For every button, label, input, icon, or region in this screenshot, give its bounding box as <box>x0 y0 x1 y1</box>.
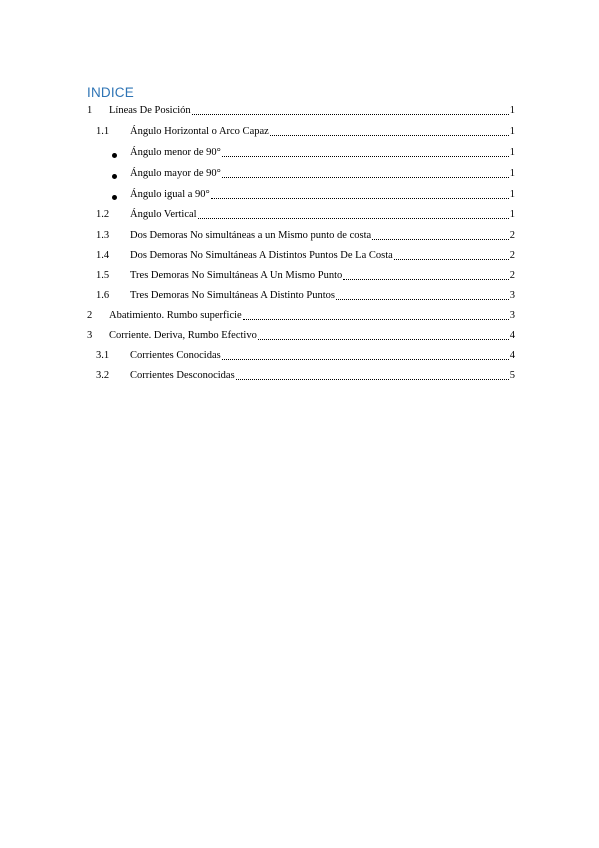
toc-entry-text: Corrientes Conocidas <box>130 350 221 361</box>
toc-entry-page: 2 <box>509 270 515 281</box>
toc-entry-number: 1 <box>87 105 93 116</box>
toc-leader-dots <box>372 239 509 240</box>
toc-entry-number: 1.1 <box>96 126 110 137</box>
toc-entry-text: Líneas De Posición <box>109 105 191 116</box>
bullet-icon <box>112 153 117 158</box>
toc-entry-page: 4 <box>509 330 515 341</box>
toc-entry-page: 1 <box>509 126 515 137</box>
toc-leader-dots <box>222 177 509 178</box>
toc-entry-number: 2 <box>87 310 93 321</box>
toc-entry-1-3[interactable] <box>96 228 515 244</box>
toc-leader-dots <box>394 259 509 260</box>
toc-entry-page: 4 <box>509 350 515 361</box>
toc-entry-page: 1 <box>509 209 515 220</box>
toc-entry-3[interactable] <box>87 328 515 344</box>
toc-entry-number: 1.5 <box>96 270 110 281</box>
toc-entry-2[interactable] <box>87 308 515 324</box>
toc-leader-dots <box>198 218 509 219</box>
toc-entry-number: 1.2 <box>96 209 110 220</box>
toc-entry-number: 3.1 <box>96 350 110 361</box>
toc-entry-number: 3.2 <box>96 370 110 381</box>
toc-entry-number: 1.4 <box>96 250 110 261</box>
toc-leader-dots <box>192 114 509 115</box>
toc-entry-page: 1 <box>509 105 515 116</box>
toc-leader-dots <box>270 135 509 136</box>
toc-entry-text: Ángulo menor de 90° <box>130 147 221 158</box>
toc-entry-page: 3 <box>509 290 515 301</box>
toc-leader-dots <box>222 359 509 360</box>
toc-entry-1-6[interactable] <box>96 288 515 304</box>
toc-entry-1[interactable] <box>87 103 515 119</box>
toc-entry-text: Corriente. Deriva, Rumbo Efectivo <box>109 330 257 341</box>
toc-leader-dots <box>343 279 509 280</box>
toc-entry-1-4[interactable] <box>96 248 515 264</box>
toc-entry-bullet-igual[interactable] <box>112 187 515 203</box>
toc-entry-number: 1.3 <box>96 230 110 241</box>
toc-entry-page: 1 <box>509 147 515 158</box>
toc-entry-number: 1.6 <box>96 290 110 301</box>
toc-leader-dots <box>336 299 509 300</box>
toc-entry-text: Dos Demoras No simultáneas a un Mismo punto de costa <box>130 230 372 241</box>
toc-entry-page: 5 <box>509 370 515 381</box>
toc-entry-bullet-mayor[interactable] <box>112 166 515 182</box>
toc-entry-3-1[interactable] <box>96 348 515 364</box>
toc-entry-1-2[interactable] <box>96 207 515 223</box>
bullet-icon <box>112 174 117 179</box>
toc-entry-text: Ángulo igual a 90° <box>130 189 210 200</box>
toc-entry-text: Ángulo mayor de 90° <box>130 168 221 179</box>
toc-leader-dots <box>236 379 509 380</box>
toc-entry-text: Tres Demoras No Simultáneas A Distinto Puntos <box>130 290 335 301</box>
toc-entry-page: 1 <box>509 189 515 200</box>
toc-entry-bullet-menor[interactable] <box>112 145 515 161</box>
bullet-icon <box>112 195 117 200</box>
toc-leader-dots <box>243 319 509 320</box>
toc-entry-page: 3 <box>509 310 515 321</box>
toc-entry-text: Abatimiento. Rumbo superficie <box>109 310 242 321</box>
toc-entry-text: Ángulo Vertical <box>130 209 197 220</box>
toc-title: INDICE <box>87 85 134 100</box>
toc-entry-page: 2 <box>509 250 515 261</box>
toc-entry-text: Tres Demoras No Simultáneas A Un Mismo Punto <box>130 270 343 281</box>
toc-entry-text: Corrientes Desconocidas <box>130 370 235 381</box>
toc-entry-1-1[interactable] <box>96 124 515 140</box>
toc-entry-number: 3 <box>87 330 93 341</box>
toc-entry-text: Dos Demoras No Simultáneas A Distintos Puntos De La Costa <box>130 250 393 261</box>
toc-leader-dots <box>222 156 509 157</box>
toc-entry-page: 1 <box>509 168 515 179</box>
toc-leader-dots <box>211 198 509 199</box>
toc-entry-1-5[interactable] <box>96 268 515 284</box>
toc-entry-page: 2 <box>509 230 515 241</box>
toc-entry-3-2[interactable] <box>96 368 515 384</box>
toc-entry-text: Ángulo Horizontal o Arco Capaz <box>130 126 269 137</box>
toc-leader-dots <box>258 339 509 340</box>
